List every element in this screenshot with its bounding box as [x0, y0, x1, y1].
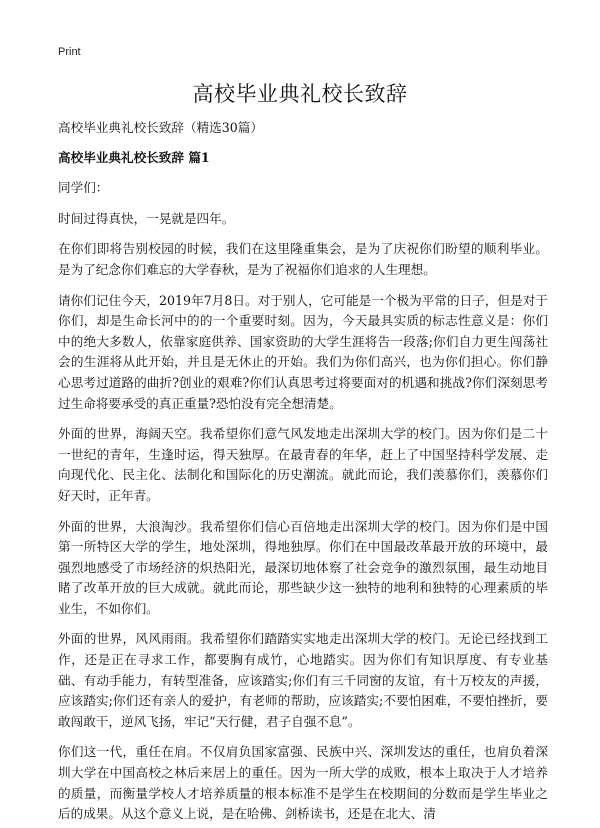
document-body: [58, 118, 548, 828]
paragraph: 你们这一代，重任在肩。不仅肩负国家富强、民族中兴、深圳发达的重任，也肩负着深圳大学在中国高校之林后来居上的重任。因为一所大学的成败，根本上取决于人才培养的质量，而衡量学校人才培养质量的根本标准不是学生在校期间的分数而是学生毕业之后的成果。从这个意义上说，是在哈佛、剑桥读书，还是在北大、清: [58, 744, 548, 822]
paragraph: 在你们即将告别校园的时候，我们在这里隆重集会，是为了庆祝你们盼望的顺利毕业。是为了纪念你们难忘的大学春秋，是为了祝福你们追求的人生理想。: [58, 241, 548, 277]
paragraph: 时间过得真快，一晃就是四年。: [58, 210, 235, 226]
print-link[interactable]: Print: [58, 46, 81, 58]
paragraph: 外面的世界，风风雨雨。我希望你们踏踏实实地走出深圳大学的校门。无论已经找到工作，还是正在寻求工作，都要胸有成竹，心地踏实。因为你们有知识厚度、有专业基础、有动手能力，有转型准备，应该踏实;你们有三千同窗的友谊，有十万校友的声援，应该踏实;你们还有亲人的爱护，有老师的帮助，应该踏实;不要怕困难，不要怕挫折，要敢闯敢干，逆风飞扬，牢记“天行健，君子自强不息”。: [58, 631, 548, 729]
paragraph: 外面的世界，海阔天空。我希望你们意气风发地走出深圳大学的校门。因为你们是二十一世纪的青年，生逢时运，得天独厚。在最青春的年华，赶上了中国坚持科学发展、走向现代化、民主化、法制化和国际化的历史潮流。就此而论，我们羡慕你们，羡慕你们好天时，正年青。: [58, 426, 548, 503]
section-heading: 高校毕业典礼校长致辞 篇1: [58, 149, 210, 165]
paragraph-greeting: 同学们：: [58, 180, 109, 196]
paragraph: 外面的世界，大浪淘沙。我希望你们信心百倍地走出深圳大学的校门。因为你们是中国第一所特区大学的学生，地处深圳，得地独厚。你们在中国最改革最开放的环境中，最强烈地感受了市场经济的炽热阳光，最深切地体察了社会竞争的激烈氛围，最生动地目睹了改革开放的巨大成就。就此而论，那些缺少这一独特的地利和独特的心理素质的毕业生，不如你们。: [58, 518, 548, 616]
document-subtitle: 高校毕业典礼校长致辞（精选30篇）: [58, 120, 263, 135]
document-title: 高校毕业典礼校长致辞: [192, 82, 408, 106]
paragraph: 请你们记住今天，2019年7月8日。对于别人，它可能是一个极为平常的日子，但是对于你们，却是生命长河中的的一个重要时刻。因为，今天最具实质的标志性意义是：你们中的绝大多数人，依靠家庭供养、国家资助的大学生涯将告一段落;你们自力更生闯荡社会的生涯将从此开始，并且是无休止的开始。我们为你们高兴，也为你们担心。你们静心思考过道路的曲折?创业的艰难?你们认真思考过将要面对的机遇和挑战?你们深刻思考过生命将要承受的真正重量?恐怕没有完全想清楚。: [58, 292, 548, 411]
